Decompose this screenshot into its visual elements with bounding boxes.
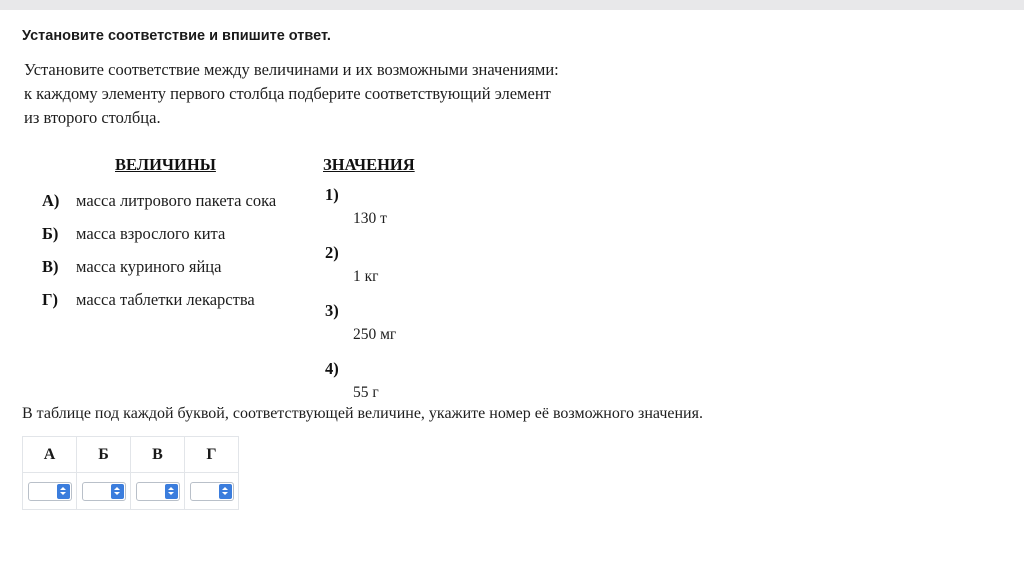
table-header-cell: Б (77, 437, 131, 473)
list-item (325, 359, 585, 417)
item-number: 4) (325, 359, 339, 379)
answer-stepper-v[interactable] (136, 482, 180, 501)
answer-stepper-g[interactable] (190, 482, 234, 501)
item-number: 3) (325, 301, 339, 321)
list-item (42, 257, 312, 290)
table-row (23, 473, 239, 510)
list-item (42, 224, 312, 257)
task-intro-line: из второго столбца. (24, 107, 161, 127)
values-list (325, 185, 585, 417)
stepper-spin-icon[interactable] (219, 484, 232, 499)
answer-cell-g[interactable] (185, 473, 239, 510)
chevron-up-icon[interactable] (168, 487, 174, 490)
item-value: 55 г (353, 384, 379, 402)
item-label: масса таблетки лекарства (76, 290, 255, 310)
quantities-list (42, 191, 312, 323)
document-page (0, 10, 1024, 510)
answer-input-g[interactable] (193, 484, 217, 499)
item-number: 2) (325, 243, 339, 263)
stepper-spin-icon[interactable] (57, 484, 70, 499)
chevron-up-icon[interactable] (114, 487, 120, 490)
table-header-cell: А (23, 437, 77, 473)
answer-instruction: В таблице под каждой буквой, соответствующей величине, укажите номер её возможного значения. (22, 405, 703, 423)
item-marker: А) (42, 191, 60, 211)
item-marker: Г) (42, 290, 58, 310)
answer-stepper-a[interactable] (28, 482, 72, 501)
item-value: 250 мг (353, 326, 397, 344)
item-label: масса литрового пакета сока (76, 191, 277, 211)
list-item (325, 185, 585, 243)
column-header-quantities: ВЕЛИЧИНЫ (115, 155, 216, 175)
answer-input-a[interactable] (31, 484, 55, 499)
chevron-up-icon[interactable] (60, 487, 66, 490)
item-value: 130 т (353, 210, 387, 228)
list-item (325, 243, 585, 301)
answer-cell-a[interactable] (23, 473, 77, 510)
window-top-strip (0, 0, 1024, 10)
answer-input-b[interactable] (85, 484, 109, 499)
list-item (42, 290, 312, 323)
stepper-spin-icon[interactable] (165, 484, 178, 499)
chevron-down-icon[interactable] (222, 492, 228, 495)
item-label: масса взрослого кита (76, 224, 226, 244)
table-header-cell: В (131, 437, 185, 473)
item-marker: В) (42, 257, 59, 277)
chevron-down-icon[interactable] (114, 492, 120, 495)
answer-cell-v[interactable] (131, 473, 185, 510)
column-header-values: ЗНАЧЕНИЯ (323, 155, 415, 175)
answer-stepper-b[interactable] (82, 482, 126, 501)
chevron-up-icon[interactable] (222, 487, 228, 490)
table-header-cell: Г (185, 437, 239, 473)
answer-input-v[interactable] (139, 484, 163, 499)
list-item (325, 301, 585, 359)
item-value: 1 кг (353, 268, 379, 286)
task-intro (24, 58, 744, 129)
table-header-row (23, 437, 239, 473)
matching-columns (0, 155, 1024, 405)
item-marker: Б) (42, 224, 59, 244)
chevron-down-icon[interactable] (60, 492, 66, 495)
answer-table (22, 436, 239, 510)
answer-cell-b[interactable] (77, 473, 131, 510)
list-item (42, 191, 312, 224)
stepper-spin-icon[interactable] (111, 484, 124, 499)
task-intro-line: к каждому элементу первого столбца подберите соответствующий элемент (24, 83, 551, 103)
item-label: масса куриного яйца (76, 257, 222, 277)
item-number: 1) (325, 185, 339, 205)
chevron-down-icon[interactable] (168, 492, 174, 495)
task-intro-line: Установите соответствие между величинами и их возможными значениями: (24, 60, 559, 79)
page-title: Установите соответствие и впишите ответ. (22, 28, 331, 44)
